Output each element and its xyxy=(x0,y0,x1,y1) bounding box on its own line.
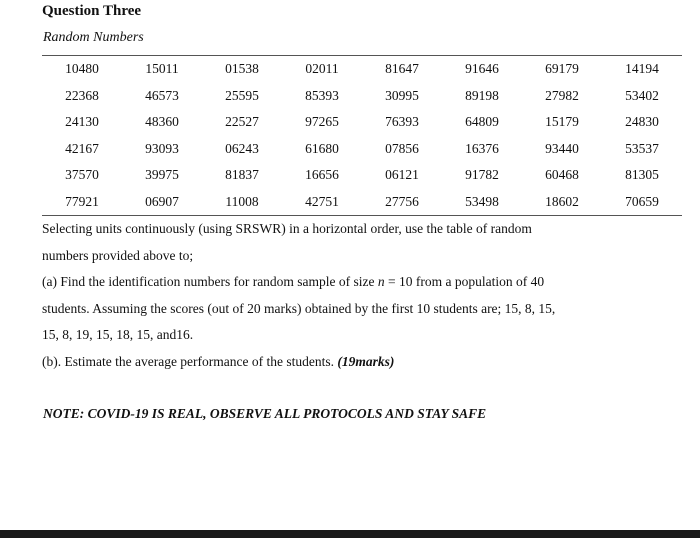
table-cell: 70659 xyxy=(625,193,659,209)
part-a-line-1 xyxy=(42,269,672,296)
table-cell: 18602 xyxy=(545,193,579,209)
table-cell: 42751 xyxy=(305,193,339,209)
table-cell: 42167 xyxy=(65,140,99,156)
marks-label: (19marks) xyxy=(337,353,395,369)
table-cell: 30995 xyxy=(385,87,419,103)
table-cell: 22527 xyxy=(225,114,259,130)
table-cell: 97265 xyxy=(305,114,339,130)
sample-size-variable: n xyxy=(377,274,385,289)
table-caption: Random Numbers xyxy=(43,30,144,45)
table-cell: 93093 xyxy=(145,140,179,156)
bottom-edge-bar xyxy=(0,530,700,538)
instruction-line-1: Selecting units continuously (using SRSWR) in a horizontal order, use the table of random xyxy=(42,221,532,236)
table-cell: 06907 xyxy=(145,193,179,209)
part-b-text: (b). Estimate the average performance of the students. xyxy=(42,353,338,369)
table-cell: 11008 xyxy=(225,193,259,209)
table-row xyxy=(42,56,682,83)
table-cell: 25595 xyxy=(225,87,259,103)
table-row xyxy=(42,109,682,136)
table-cell: 69179 xyxy=(545,61,579,77)
table-cell: 53402 xyxy=(625,87,659,103)
question-body xyxy=(42,216,672,375)
table-cell: 39975 xyxy=(145,167,179,183)
part-b-line xyxy=(42,349,672,376)
part-a-line-2: students. Assuming the scores (out of 20 marks) obtained by the first 10 students are; 15, 8, 15, xyxy=(42,300,556,316)
table-cell: 22368 xyxy=(65,87,99,103)
table-cell: 93440 xyxy=(545,140,579,156)
table-cell: 64809 xyxy=(465,114,499,130)
covid-note: NOTE: COVID-19 IS REAL, OBSERVE ALL PROTOCOLS AND STAY SAFE xyxy=(43,406,487,421)
instruction-line-2: numbers provided above to; xyxy=(42,247,194,263)
table-cell: 06243 xyxy=(225,140,259,156)
part-a-text-end: = 10 from a population of 40 xyxy=(384,274,545,289)
table-cell: 37570 xyxy=(65,167,99,183)
table-cell: 06121 xyxy=(385,167,419,183)
table-cell: 15179 xyxy=(545,114,579,130)
table-row xyxy=(42,83,682,110)
table-cell: 27982 xyxy=(545,87,579,103)
table-row xyxy=(42,162,682,189)
table-cell: 07856 xyxy=(385,140,419,156)
table-cell: 16656 xyxy=(305,167,339,183)
random-numbers-body xyxy=(42,56,682,215)
table-cell: 02011 xyxy=(305,61,339,77)
part-a-line-3: 15, 8, 19, 15, 18, 15, and16. xyxy=(42,327,194,342)
table-cell: 16376 xyxy=(465,140,499,156)
table-cell: 53498 xyxy=(465,193,499,209)
table-cell: 10480 xyxy=(65,61,99,77)
table-cell: 46573 xyxy=(145,87,179,103)
table-row xyxy=(42,189,682,216)
table-cell: 48360 xyxy=(145,114,179,130)
table-cell: 61680 xyxy=(305,140,339,156)
table-cell: 91782 xyxy=(465,167,499,183)
part-a-text-start: (a) Find the identification numbers for random sample of size xyxy=(42,274,378,289)
table-cell: 60468 xyxy=(545,167,579,183)
table-cell: 85393 xyxy=(305,87,339,103)
table-cell: 81305 xyxy=(625,167,659,183)
table-cell: 14194 xyxy=(625,61,659,77)
table-cell: 01538 xyxy=(225,61,259,77)
table-cell: 76393 xyxy=(385,114,419,130)
random-numbers-table xyxy=(42,56,682,215)
table-cell: 24130 xyxy=(65,114,99,130)
table-cell: 89198 xyxy=(465,87,499,103)
table-row xyxy=(42,136,682,163)
question-title: Question Three xyxy=(42,3,142,19)
table-cell: 27756 xyxy=(385,193,419,209)
table-cell: 81647 xyxy=(385,61,419,77)
table-cell: 81837 xyxy=(225,167,259,183)
table-cell: 15011 xyxy=(145,61,179,77)
table-cell: 53537 xyxy=(625,140,659,156)
table-cell: 77921 xyxy=(65,193,99,209)
table-cell: 24830 xyxy=(625,114,659,130)
table-cell: 91646 xyxy=(465,61,499,77)
